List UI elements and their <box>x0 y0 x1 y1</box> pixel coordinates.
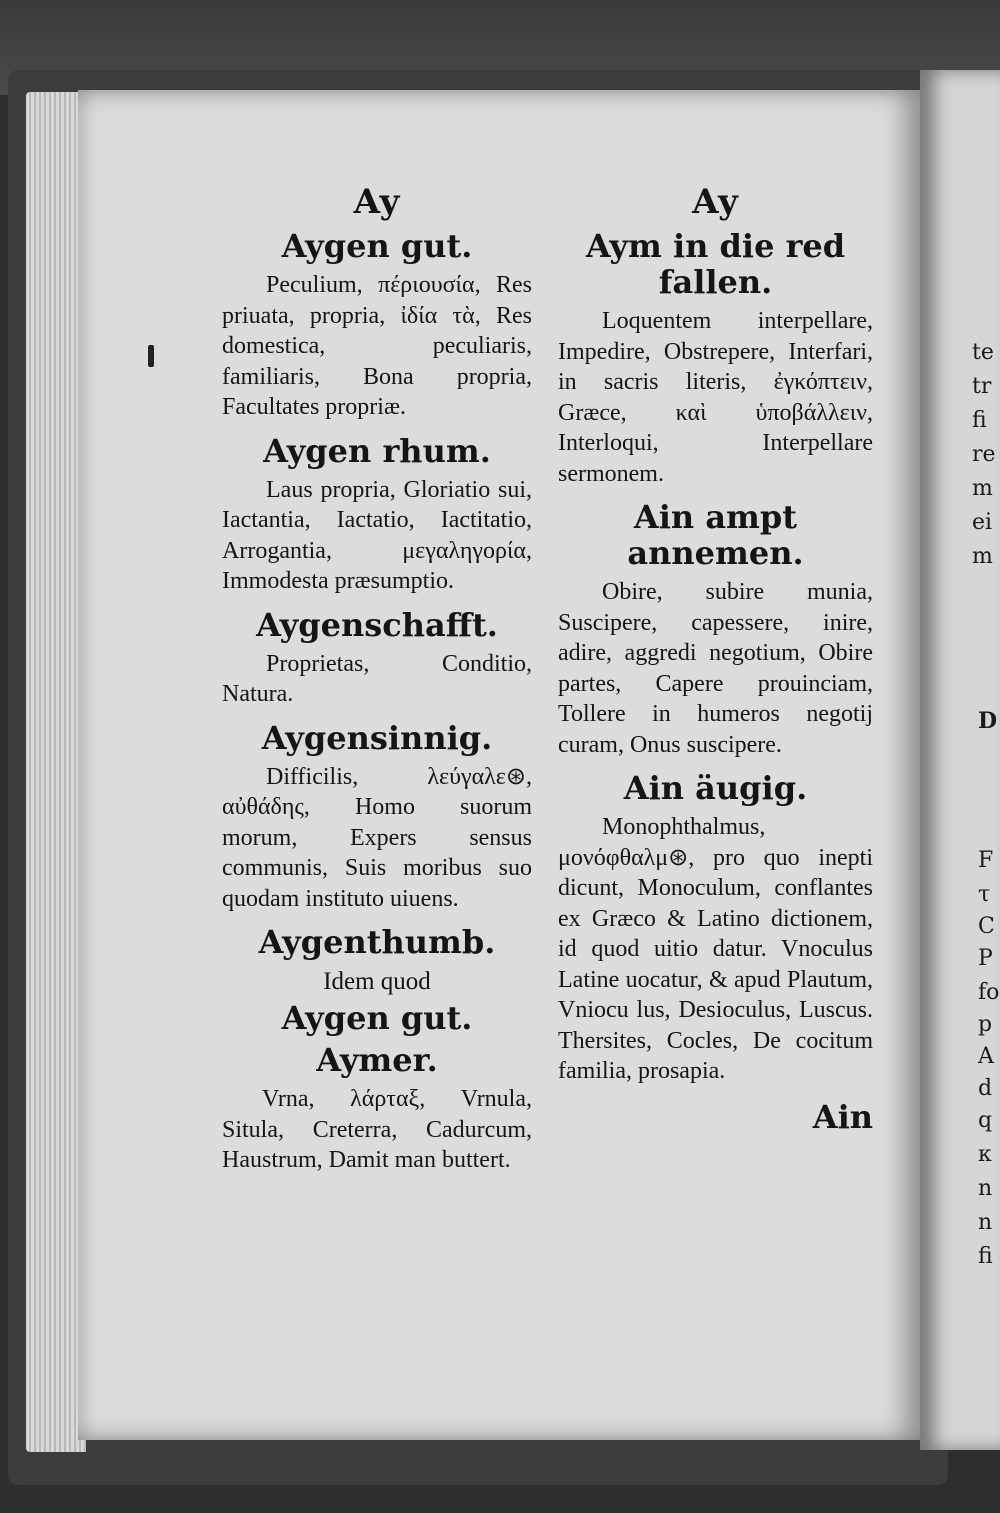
right-column <box>558 178 873 1137</box>
facing-fragment: n <box>978 1176 993 1201</box>
entry-headword: Ain äugig. <box>623 769 808 807</box>
page-mark <box>148 345 154 367</box>
facing-fragment: m <box>972 544 993 569</box>
facing-fragment: ei <box>972 510 993 535</box>
entry-text: Laus propria, Gloriatio sui, Iactantia, Iactatio, Iactitatio, Arrogantia, μεγαληγορία, Immodesta præsumptio. <box>222 476 532 594</box>
entry-text: Vrna, λάρταξ, Vrnula, Situla, Creterra, Cadurcum, Haustrum, Damit man buttert. <box>222 1086 532 1173</box>
facing-fragment: A <box>978 1044 994 1069</box>
entry-text: Difficilis, λεύγαλε⊛, αὐθάδης, Homo suorum morum, Expers sensus communis, Suis moribus suo quodam instituto uiuens. <box>222 763 532 912</box>
facing-fragment: n <box>978 1210 993 1235</box>
facing-fragment: te <box>972 340 994 365</box>
entry-headword: Aygensinnig. <box>261 718 493 757</box>
entry-text: Peculium, πέριουσία, Res priuata, propria, ἰδία τὰ, Res domestica, peculiaris, familiaris, Bona propria, Facultates propriæ. <box>222 272 532 420</box>
entry-text: Proprietas, Conditio, Natura. <box>222 650 532 707</box>
facing-fragment: q <box>978 1108 993 1133</box>
facing-fragment: P <box>978 946 993 971</box>
left-column <box>222 178 532 1186</box>
entry-headword: Aym in die red fallen. <box>585 227 846 301</box>
entry-headword: Aygen rhum. <box>263 431 491 470</box>
entry-text: Monophthalmus, μονόφθαλμ⊛, pro quo inepti dicunt, Monoculum, conflantes ex Græco & Latino dictionem, id quod uitio datur. Vnoculus Latine uocatur, & apud Plautum, Vniocu lus, Desioculus, Luscus. Thersites, Cocles, De cocitum familia, prosapia. <box>558 814 873 1084</box>
facing-page <box>920 70 1000 1450</box>
facing-fragment: tr <box>972 374 992 399</box>
entry-headword: Aygenthumb. <box>258 923 496 961</box>
cross-reference: Idem quod <box>323 968 431 995</box>
entry-headword: Ain ampt annemen. <box>627 498 804 572</box>
facing-fragment: p <box>978 1012 993 1037</box>
entry-headword: Aygen gut. <box>281 227 473 265</box>
facing-fragment: fi <box>978 1244 993 1269</box>
running-head: Ay <box>692 182 739 222</box>
facing-fragment: m <box>972 476 993 501</box>
catchword: Ain <box>812 1097 873 1136</box>
entry-text: Loquentem interpellare, Impedire, Obstrepere, Interfari, in sacris literis, ἐγκόπτειν, Græce, καὶ ὑποβάλλειν, Interloqui, Interpellare sermonem. <box>558 308 873 487</box>
page-edges <box>26 92 86 1452</box>
facing-fragment: fi <box>972 408 987 433</box>
facing-fragment: F <box>978 848 994 873</box>
entry-text: Obire, subire munia, Suscipere, capessere, inire, adire, aggredi negotium, Obire partes, Capere prouinciam, Tollere in humeros negotij curam, Onus suscipere. <box>558 579 873 758</box>
facing-fragment: τ <box>978 882 991 907</box>
facing-fragment: C <box>978 914 995 939</box>
running-head: Ay <box>353 182 401 222</box>
facing-fragment: fo <box>978 980 1000 1005</box>
facing-fragment: d <box>978 1076 993 1101</box>
cross-reference-headword: Aygen gut. <box>281 999 473 1037</box>
facing-fragment: re <box>972 442 996 467</box>
entry-headword: Aymer. <box>316 1041 438 1079</box>
entry-headword: Aygenschafft. <box>256 605 498 644</box>
facing-fragment: κ <box>978 1142 992 1167</box>
facing-fragment: D <box>978 708 998 734</box>
